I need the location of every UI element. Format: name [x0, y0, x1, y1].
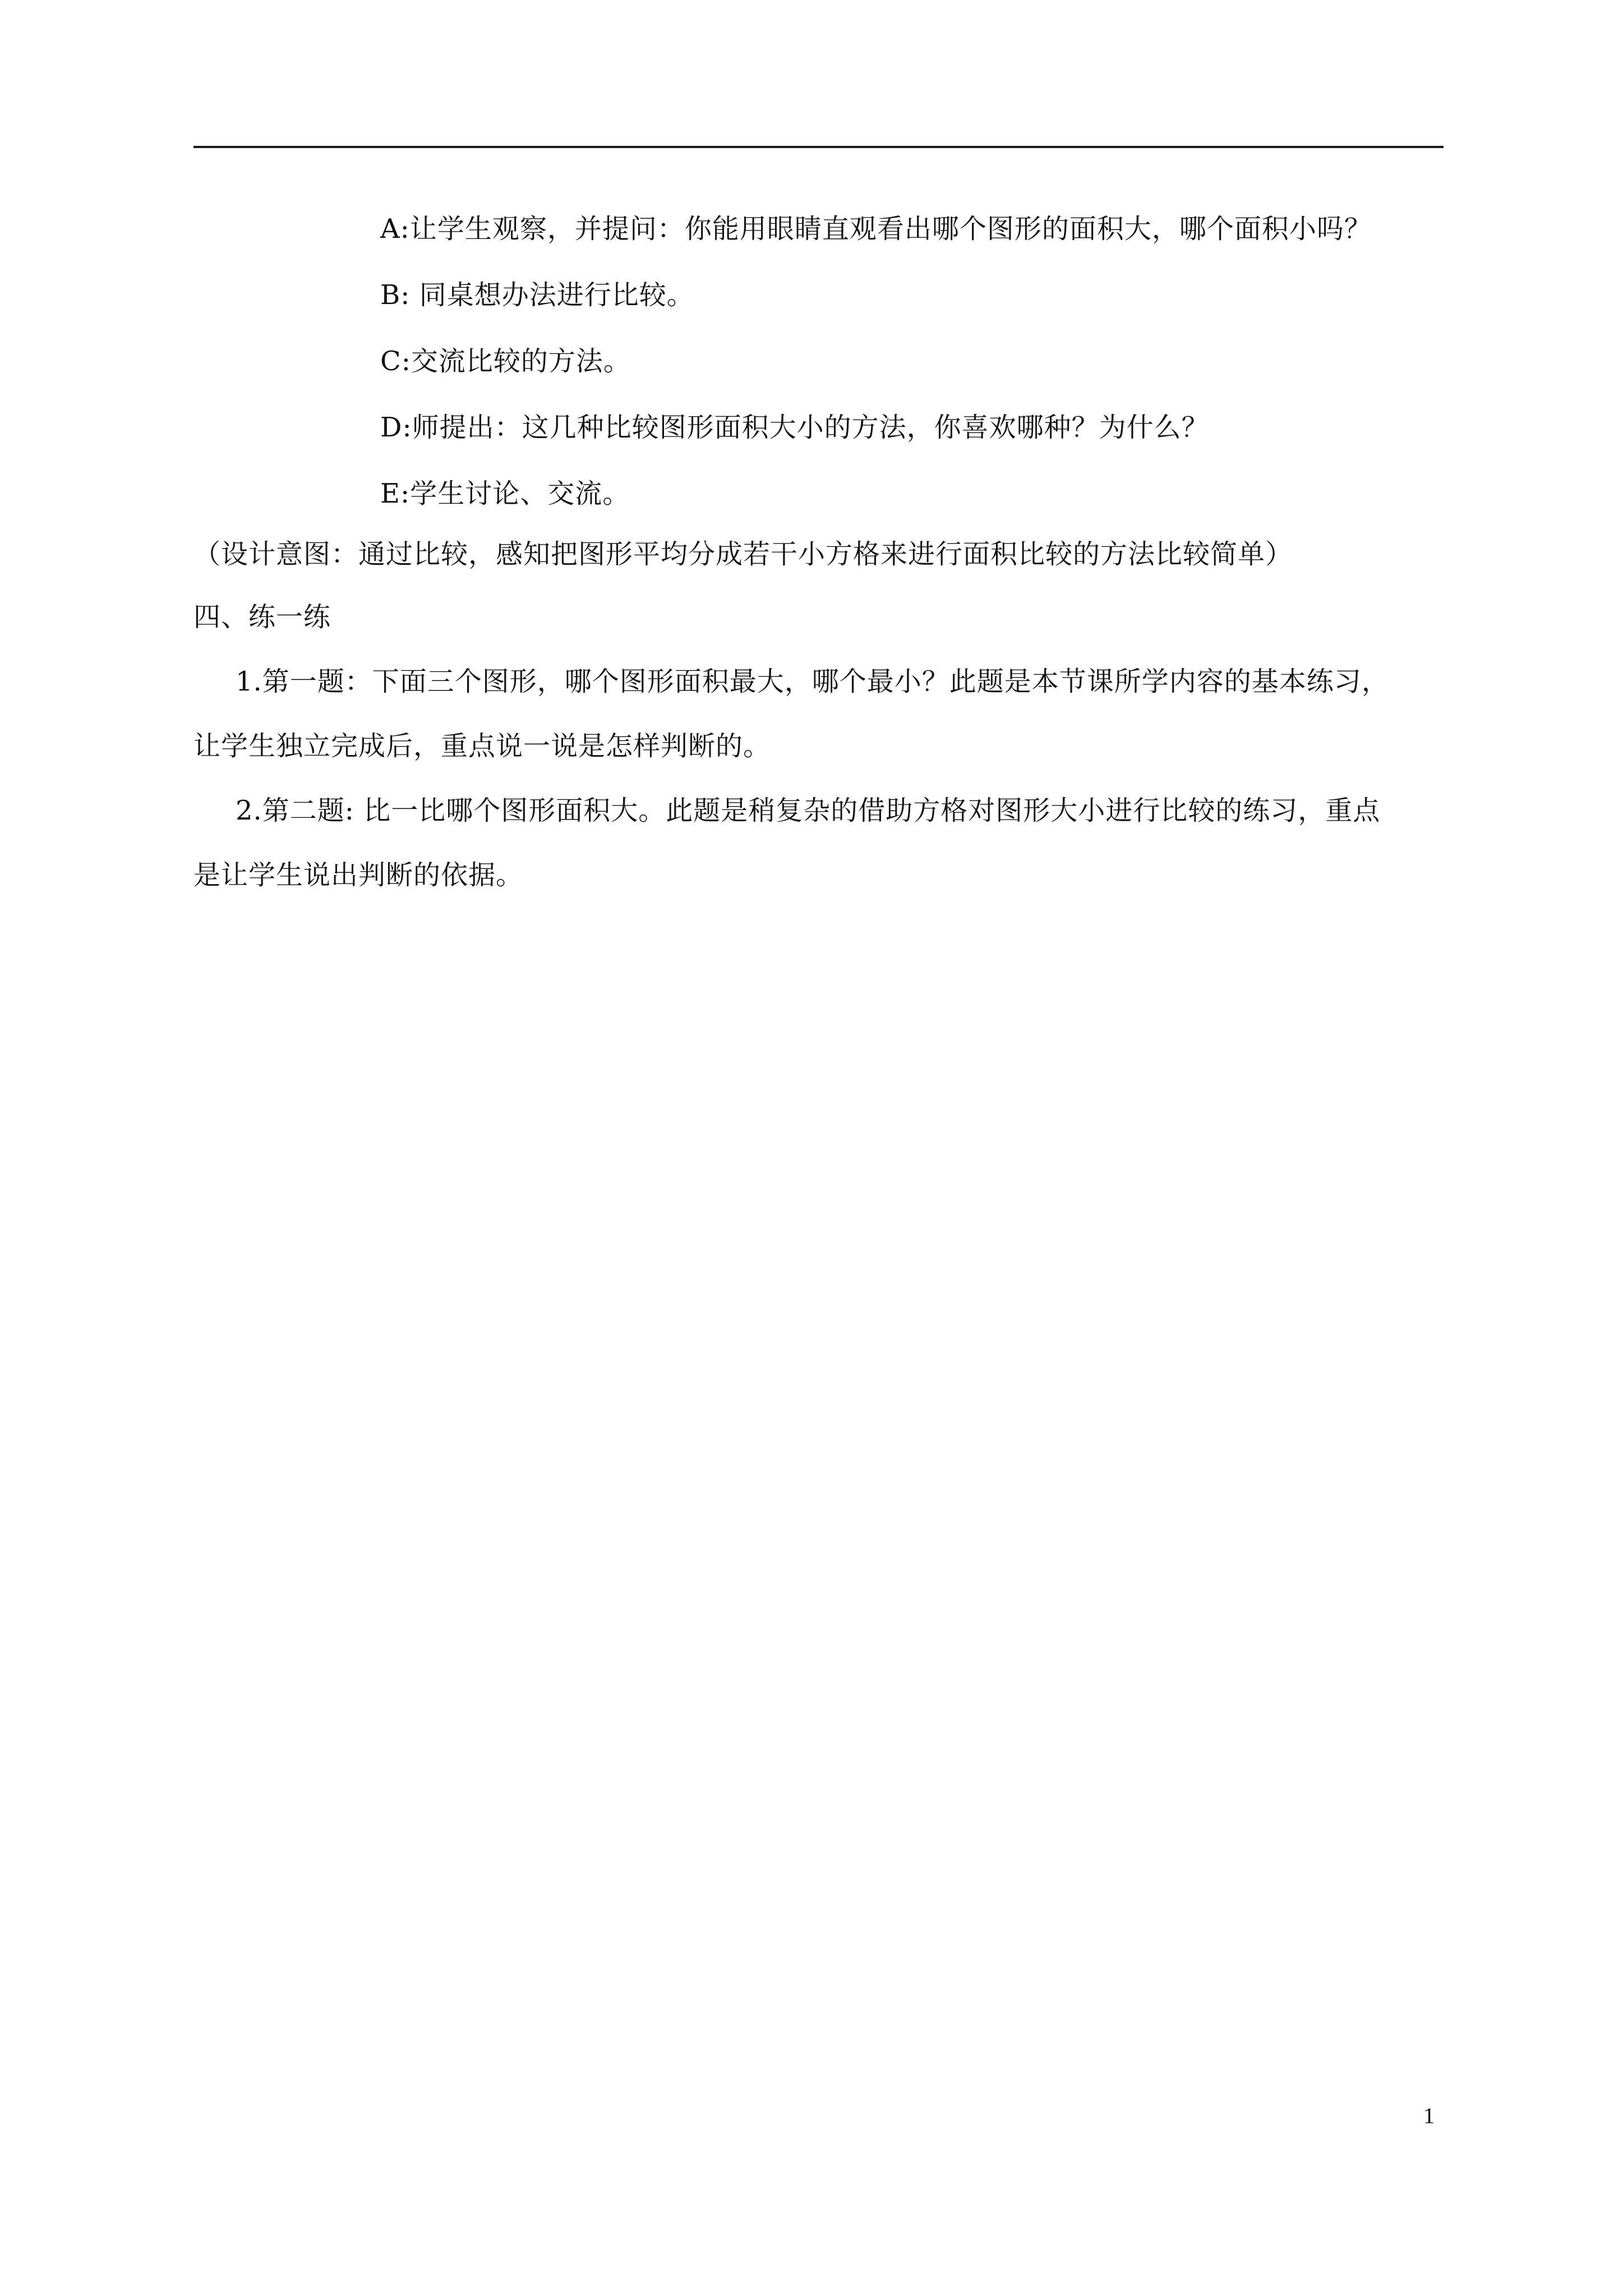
exercise-2-line-2: 是让学生说出判断的依据。	[193, 859, 524, 891]
exercise-2-line-1: 2.第二题: 比一比哪个图形面积大。此题是稍复杂的借助方格对图形大小进行比较的练习，重点	[236, 795, 1381, 826]
design-intent-note: （设计意图：通过比较，感知把图形平均分成若干小方格来进行面积比较的方法比较简单）	[193, 539, 1293, 570]
header-rule	[193, 146, 1444, 148]
step-d: D:师提出：这几种比较图形面积大小的方法，你喜欢哪种？为什么？	[380, 412, 1209, 443]
step-b: B: 同桌想办法进行比较。	[380, 279, 694, 311]
page-number: 1	[1423, 2103, 1435, 2128]
step-c: C:交流比较的方法。	[380, 346, 631, 377]
step-a: A:让学生观察，并提问：你能用眼睛直观看出哪个图形的面积大，哪个面积小吗？	[380, 213, 1372, 245]
exercise-1-line-1: 1.第一题：下面三个图形，哪个图形面积最大，哪个最小？此题是本节课所学内容的基本练习，	[236, 666, 1389, 697]
step-e: E:学生讨论、交流。	[380, 478, 630, 509]
exercise-1-line-2: 让学生独立完成后，重点说一说是怎样判断的。	[193, 730, 771, 762]
section-heading: 四、练一练	[193, 601, 331, 633]
